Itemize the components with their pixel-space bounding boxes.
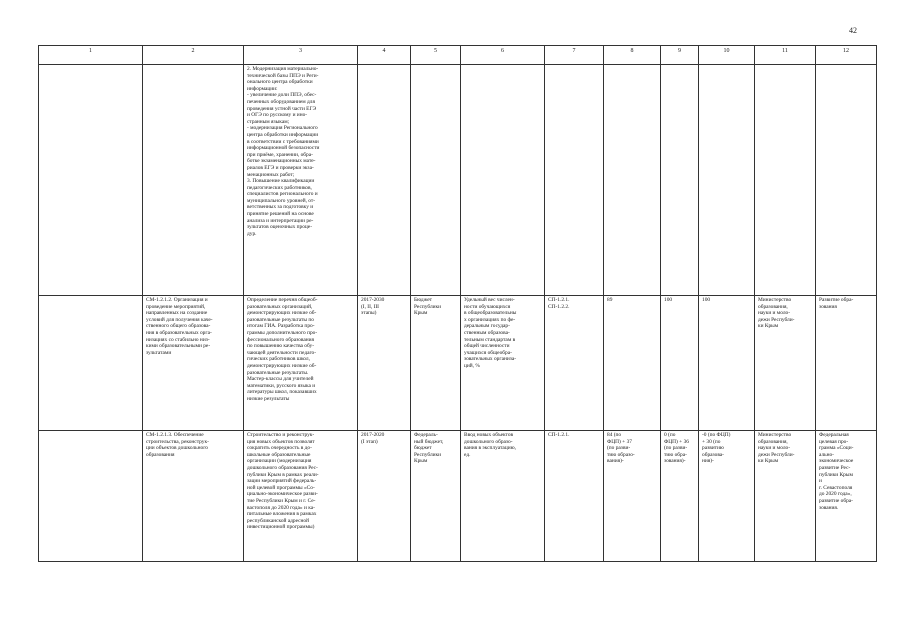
- table-cell: Развитие обра- зования: [816, 296, 877, 431]
- table-cell: -0 (по ФЦП) + 30 (по развитию образова- ния)-: [699, 431, 755, 562]
- column-header: 2: [143, 46, 244, 65]
- table-cell: [816, 65, 877, 296]
- column-header: 1: [39, 46, 143, 65]
- table-cell: 84 (по ФЦП) + 37 (по разви- тию образо- вания)-: [604, 431, 661, 562]
- table-cell: Определение перечня общеоб- разовательных организаций, демонстрирующих низкие об- разовательные результаты по итогам ГИА. Разработка про- граммы дополнительного про- фессионального образования по повышению качества обу- чающей деятельности педаго- гических работников школ, демонстрирующих низкие об- разовательные результаты. Мастер-классы для учителей математики, русского языка и литературы школ, показавших низкие результаты: [244, 296, 358, 431]
- column-header: 11: [755, 46, 816, 65]
- table-cell: [461, 65, 545, 296]
- table-cell: [604, 65, 661, 296]
- table-cell: [411, 65, 461, 296]
- table-cell: Федеральная целевая про- грамма «Соци- ально- экономическое развитие Рес- публики Крым и г. Севастополя до 2020 года», развитие обра- зования.: [816, 431, 877, 562]
- header-row: [39, 46, 877, 65]
- table-cell: СП-1.2.1. СП-1.2.2.: [545, 296, 604, 431]
- table-cell: 2017-2020 (I этап): [358, 431, 411, 562]
- column-header: 12: [816, 46, 877, 65]
- table-row: [39, 296, 877, 431]
- table-cell: 100: [661, 296, 699, 431]
- table-cell: [39, 65, 143, 296]
- table-cell: Министерство образования, науки и моло- дежи Республи- ки Крым: [755, 431, 816, 562]
- table-cell: Министерство образования, науки и моло- дежи Республи- ки Крым: [755, 296, 816, 431]
- table-cell: 100: [699, 296, 755, 431]
- column-header: 4: [358, 46, 411, 65]
- plan-table: [38, 45, 877, 562]
- table-row: [39, 65, 877, 296]
- page-number: 42: [849, 26, 857, 35]
- table-cell: Строительство и реконструк- ция новых объектов позволят сократить очередность в до- школьные образовательные организации (модернизация дошкольного образования Рес- публики Крым в рамках реали- зации мероприятий федераль- ной целевой программы «Со- циально-экономическое разви- тие Республики Крым и г. Се- вастополя до 2020 года» и ка- питальные вложения в рамках республиканской адресной инвестиционной программы): [244, 431, 358, 562]
- table-cell: 2017-2030 (I, II, III этапы): [358, 296, 411, 431]
- table-cell: [755, 65, 816, 296]
- table-cell: 89: [604, 296, 661, 431]
- column-header: 10: [699, 46, 755, 65]
- table-cell: Удельный вес числен- ности обучающихся в общеобразовательны х организациях по фе- деральным государ- ственным образова- тельным стандартам в общей численности учащихся общеобра- зовательных организа- ций, %: [461, 296, 545, 431]
- table-cell: 0 (по ФЦП) + 36 (по разви- тию обра- зования)-: [661, 431, 699, 562]
- column-header: 5: [411, 46, 461, 65]
- table-cell: Федераль- ный бюджет, бюджет Республики Крым: [411, 431, 461, 562]
- table-cell: [545, 65, 604, 296]
- table-row: [39, 431, 877, 562]
- table-cell: [661, 65, 699, 296]
- table-cell: 2. Модернизация материально- технической базы ППЭ и Реги- онального центра обработки информации: - увеличение доли ППЭ, обес- печенных оборудованием для проведения устной части ЕГЭ и ОГЭ по русскому и ино- странным языкам; - модернизация Регионального центра обработки информации в соответствии с требованиями информационной безопасности при приёме, хранении, обра- ботке экзаменационных мате- риалов ЕГЭ и проверки экза- менационных работ; 3. Повышение квалификации педагогических работников, специалистов регионального и муниципального уровней, от- ветственных за подготовку и принятие решений на основе анализа и интерпретации ре- зультатов оценочных проце- дур.: [244, 65, 358, 296]
- table-cell: [699, 65, 755, 296]
- table-cell: [358, 65, 411, 296]
- column-header: 7: [545, 46, 604, 65]
- column-header: 3: [244, 46, 358, 65]
- table-cell: СП-1.2.1.: [545, 431, 604, 562]
- table-cell: Ввод новых объектов дошкольного образо- вания в эксплуатацию, ед.: [461, 431, 545, 562]
- table-cell: Бюджет Республики Крым: [411, 296, 461, 431]
- column-header: 8: [604, 46, 661, 65]
- column-header: 6: [461, 46, 545, 65]
- table-cell: [143, 65, 244, 296]
- table-cell: [39, 296, 143, 431]
- table-cell: СМ-1.2.1.2. Организация и проведение мероприятий, направленных на создание условий для получения каче- ственного общего образова- ния в образовательных орга- низациях со стабильно низ- кими образовательными ре- зультатами: [143, 296, 244, 431]
- table-cell: СМ-1.2.1.3. Обеспечение строительства, реконструк- ции объектов дошкольного образования: [143, 431, 244, 562]
- table-cell: [39, 431, 143, 562]
- column-header: 9: [661, 46, 699, 65]
